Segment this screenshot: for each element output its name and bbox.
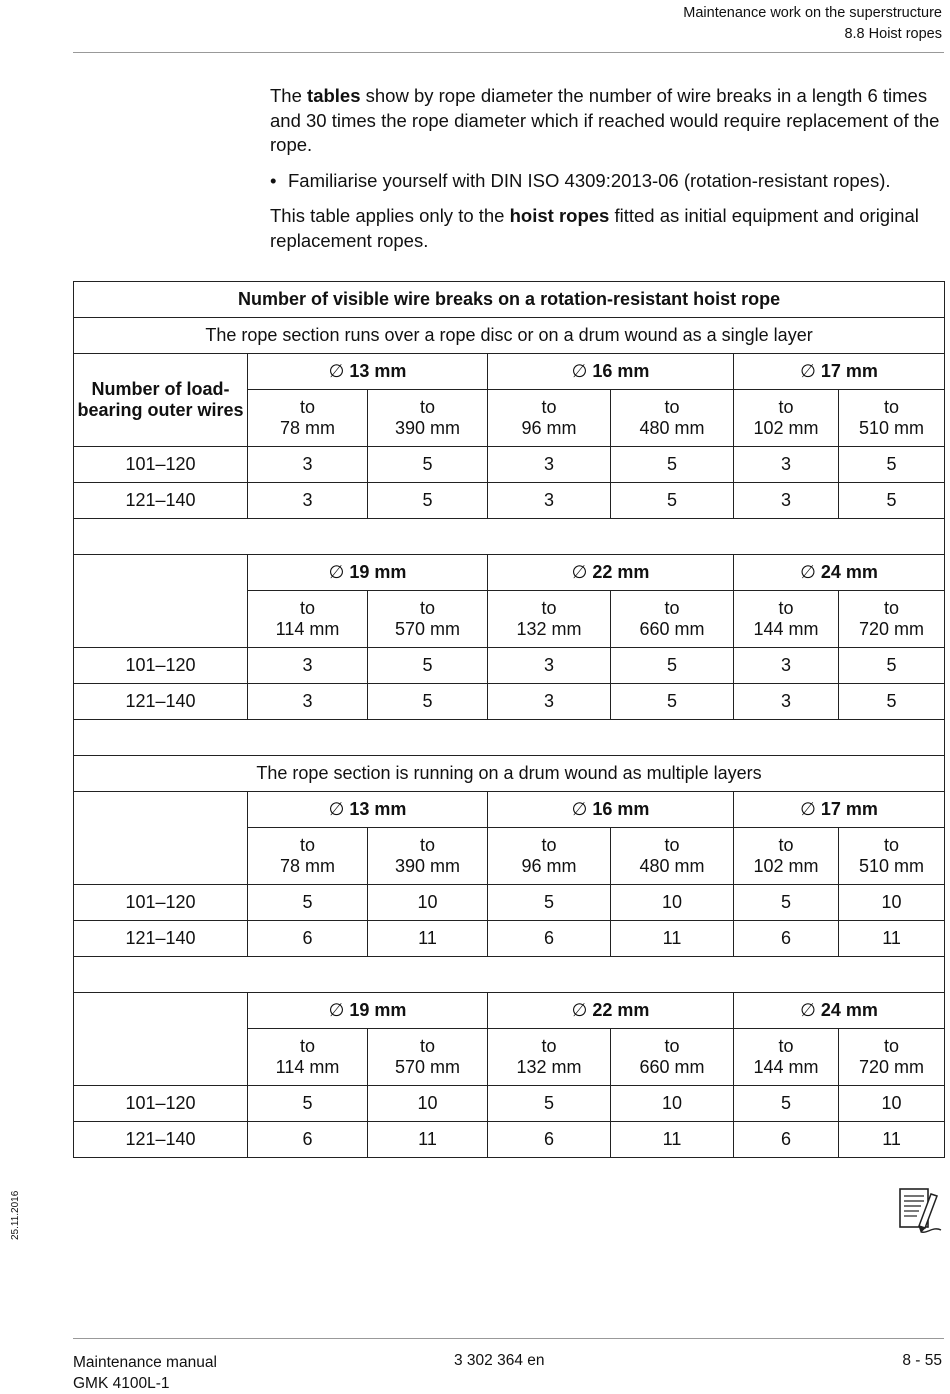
intro-text bbox=[270, 84, 950, 264]
footer-left bbox=[73, 1352, 217, 1394]
length-header: to 96 mm bbox=[488, 390, 611, 447]
bullet-mark: • bbox=[270, 169, 277, 191]
break-count: 5 bbox=[368, 447, 488, 483]
emphasis-hoist-ropes: hoist ropes bbox=[509, 205, 610, 226]
break-count: 11 bbox=[839, 1122, 945, 1158]
diameter-value: 19 mm bbox=[349, 1000, 407, 1020]
diameter-symbol: ∅ bbox=[571, 361, 588, 381]
break-count: 6 bbox=[734, 1122, 839, 1158]
text-run: show by rope diameter the number of wire breaks in a length 6 times and 30 times the rope diameter which if reached would require replacement of the rope. bbox=[270, 85, 940, 155]
length-header: to 570 mm bbox=[368, 591, 488, 648]
break-count: 10 bbox=[368, 885, 488, 921]
diameter-symbol: ∅ bbox=[800, 799, 816, 819]
section-title: 8.8 Hoist ropes bbox=[844, 26, 942, 42]
diameter-symbol: ∅ bbox=[328, 562, 345, 582]
break-count: 3 bbox=[248, 447, 368, 483]
wires-range: 121–140 bbox=[74, 1122, 248, 1158]
break-count: 10 bbox=[611, 1086, 734, 1122]
length-header: to 132 mm bbox=[488, 1029, 611, 1086]
diameter-symbol: ∅ bbox=[800, 562, 816, 582]
footer-doc-number: 3 302 364 en bbox=[454, 1352, 545, 1369]
length-header: to 102 mm bbox=[734, 390, 839, 447]
break-count: 11 bbox=[839, 921, 945, 957]
text-run: This table applies only to the bbox=[270, 205, 510, 226]
diameter-header bbox=[734, 993, 945, 1029]
diameter-value: 16 mm bbox=[592, 361, 650, 381]
bullet-text: Familiarise yourself with DIN ISO 4309:2013-06 (rotation-resistant ropes). bbox=[288, 169, 891, 191]
break-count: 3 bbox=[734, 483, 839, 519]
length-header: to 480 mm bbox=[611, 828, 734, 885]
wires-range: 121–140 bbox=[74, 684, 248, 720]
length-header: to 660 mm bbox=[611, 1029, 734, 1086]
section-label: The rope section runs over a rope disc or on a drum wound as a single layer bbox=[74, 318, 945, 354]
table-title: Number of visible wire breaks on a rotation-resistant hoist rope bbox=[74, 282, 945, 318]
break-count: 3 bbox=[734, 684, 839, 720]
length-header: to 390 mm bbox=[368, 828, 488, 885]
length-header: to 78 mm bbox=[248, 390, 368, 447]
break-count: 5 bbox=[734, 885, 839, 921]
text-run: fitted as initial equipment and original replacement ropes. bbox=[270, 205, 919, 251]
length-header: to 660 mm bbox=[611, 591, 734, 648]
length-header: to 720 mm bbox=[839, 591, 945, 648]
break-count: 5 bbox=[488, 885, 611, 921]
diameter-symbol: ∅ bbox=[328, 361, 345, 381]
break-count: 11 bbox=[611, 921, 734, 957]
row-header-empty bbox=[74, 792, 248, 885]
diameter-value: 22 mm bbox=[592, 562, 650, 582]
diameter-header bbox=[488, 993, 734, 1029]
wire-breaks-table bbox=[73, 281, 945, 1158]
length-header: to 510 mm bbox=[839, 390, 945, 447]
wires-range: 101–120 bbox=[74, 648, 248, 684]
length-header: to 132 mm bbox=[488, 591, 611, 648]
side-date: 25.11.2016 bbox=[10, 1190, 21, 1240]
length-header: to 144 mm bbox=[734, 591, 839, 648]
diameter-value: 13 mm bbox=[349, 361, 407, 381]
break-count: 3 bbox=[248, 648, 368, 684]
break-count: 3 bbox=[488, 483, 611, 519]
diameter-header bbox=[488, 792, 734, 828]
diameter-header bbox=[248, 555, 488, 591]
break-count: 10 bbox=[839, 1086, 945, 1122]
break-count: 5 bbox=[248, 1086, 368, 1122]
section-label: The rope section is running on a drum wound as multiple layers bbox=[74, 756, 945, 792]
intro-paragraph-1 bbox=[270, 84, 950, 158]
text-run: The bbox=[270, 85, 308, 106]
footer-manual-title: Maintenance manual bbox=[73, 1354, 217, 1371]
diameter-header bbox=[488, 354, 734, 390]
break-count: 3 bbox=[248, 684, 368, 720]
diameter-header bbox=[248, 354, 488, 390]
bullet-item bbox=[270, 169, 950, 194]
break-count: 5 bbox=[611, 648, 734, 684]
diameter-symbol: ∅ bbox=[571, 1000, 588, 1020]
break-count: 6 bbox=[488, 921, 611, 957]
length-header: to 78 mm bbox=[248, 828, 368, 885]
wires-range: 101–120 bbox=[74, 1086, 248, 1122]
diameter-header bbox=[488, 555, 734, 591]
document-pencil-icon bbox=[897, 1186, 943, 1236]
break-count: 11 bbox=[368, 921, 488, 957]
wires-range: 101–120 bbox=[74, 447, 248, 483]
diameter-symbol: ∅ bbox=[800, 361, 816, 381]
break-count: 5 bbox=[368, 684, 488, 720]
diameter-header bbox=[734, 354, 945, 390]
break-count: 5 bbox=[734, 1086, 839, 1122]
length-header: to 510 mm bbox=[839, 828, 945, 885]
diameter-symbol: ∅ bbox=[571, 562, 588, 582]
break-count: 5 bbox=[839, 447, 945, 483]
intro-paragraph-2 bbox=[270, 204, 950, 253]
length-header: to 114 mm bbox=[248, 1029, 368, 1086]
diameter-symbol: ∅ bbox=[800, 1000, 816, 1020]
break-count: 5 bbox=[248, 885, 368, 921]
row-header-empty bbox=[74, 555, 248, 648]
break-count: 6 bbox=[248, 1122, 368, 1158]
break-count: 5 bbox=[611, 483, 734, 519]
wires-range: 121–140 bbox=[74, 921, 248, 957]
diameter-value: 17 mm bbox=[820, 799, 878, 819]
diameter-header bbox=[248, 993, 488, 1029]
diameter-header bbox=[734, 555, 945, 591]
break-count: 3 bbox=[734, 447, 839, 483]
break-count: 6 bbox=[488, 1122, 611, 1158]
break-count: 5 bbox=[368, 648, 488, 684]
break-count: 5 bbox=[611, 684, 734, 720]
emphasis-tables: tables bbox=[307, 85, 361, 106]
diameter-value: 17 mm bbox=[820, 361, 878, 381]
break-count: 10 bbox=[611, 885, 734, 921]
break-count: 3 bbox=[248, 483, 368, 519]
diameter-symbol: ∅ bbox=[571, 799, 588, 819]
footer-page-number: 8 - 55 bbox=[902, 1352, 942, 1369]
row-header: Number of load-bearing outer wires bbox=[74, 354, 248, 447]
break-count: 3 bbox=[488, 648, 611, 684]
break-count: 5 bbox=[839, 483, 945, 519]
length-header: to 720 mm bbox=[839, 1029, 945, 1086]
length-header: to 96 mm bbox=[488, 828, 611, 885]
break-count: 3 bbox=[734, 648, 839, 684]
footer-divider bbox=[73, 1338, 944, 1339]
wires-range: 101–120 bbox=[74, 885, 248, 921]
diameter-symbol: ∅ bbox=[328, 1000, 345, 1020]
length-header: to 144 mm bbox=[734, 1029, 839, 1086]
break-count: 11 bbox=[611, 1122, 734, 1158]
spacer-row bbox=[74, 957, 945, 993]
length-header: to 480 mm bbox=[611, 390, 734, 447]
length-header: to 102 mm bbox=[734, 828, 839, 885]
header-divider bbox=[73, 52, 944, 53]
wires-range: 121–140 bbox=[74, 483, 248, 519]
chapter-title: Maintenance work on the superstructure bbox=[683, 5, 942, 21]
break-count: 11 bbox=[368, 1122, 488, 1158]
diameter-header bbox=[734, 792, 945, 828]
diameter-value: 19 mm bbox=[349, 562, 407, 582]
spacer-row bbox=[74, 519, 945, 555]
break-count: 10 bbox=[839, 885, 945, 921]
break-count: 5 bbox=[839, 648, 945, 684]
break-count: 5 bbox=[488, 1086, 611, 1122]
break-count: 6 bbox=[248, 921, 368, 957]
diameter-value: 16 mm bbox=[592, 799, 650, 819]
diameter-value: 13 mm bbox=[349, 799, 407, 819]
diameter-value: 24 mm bbox=[820, 562, 878, 582]
length-header: to 570 mm bbox=[368, 1029, 488, 1086]
break-count: 3 bbox=[488, 447, 611, 483]
length-header: to 114 mm bbox=[248, 591, 368, 648]
page-header bbox=[683, 3, 942, 45]
break-count: 5 bbox=[611, 447, 734, 483]
break-count: 10 bbox=[368, 1086, 488, 1122]
row-header-empty bbox=[74, 993, 248, 1086]
diameter-value: 24 mm bbox=[820, 1000, 878, 1020]
spacer-row bbox=[74, 720, 945, 756]
diameter-value: 22 mm bbox=[592, 1000, 650, 1020]
break-count: 3 bbox=[488, 684, 611, 720]
diameter-symbol: ∅ bbox=[328, 799, 345, 819]
length-header: to 390 mm bbox=[368, 390, 488, 447]
break-count: 5 bbox=[839, 684, 945, 720]
footer-model: GMK 4100L-1 bbox=[73, 1375, 170, 1392]
break-count: 5 bbox=[368, 483, 488, 519]
diameter-header bbox=[248, 792, 488, 828]
break-count: 6 bbox=[734, 921, 839, 957]
